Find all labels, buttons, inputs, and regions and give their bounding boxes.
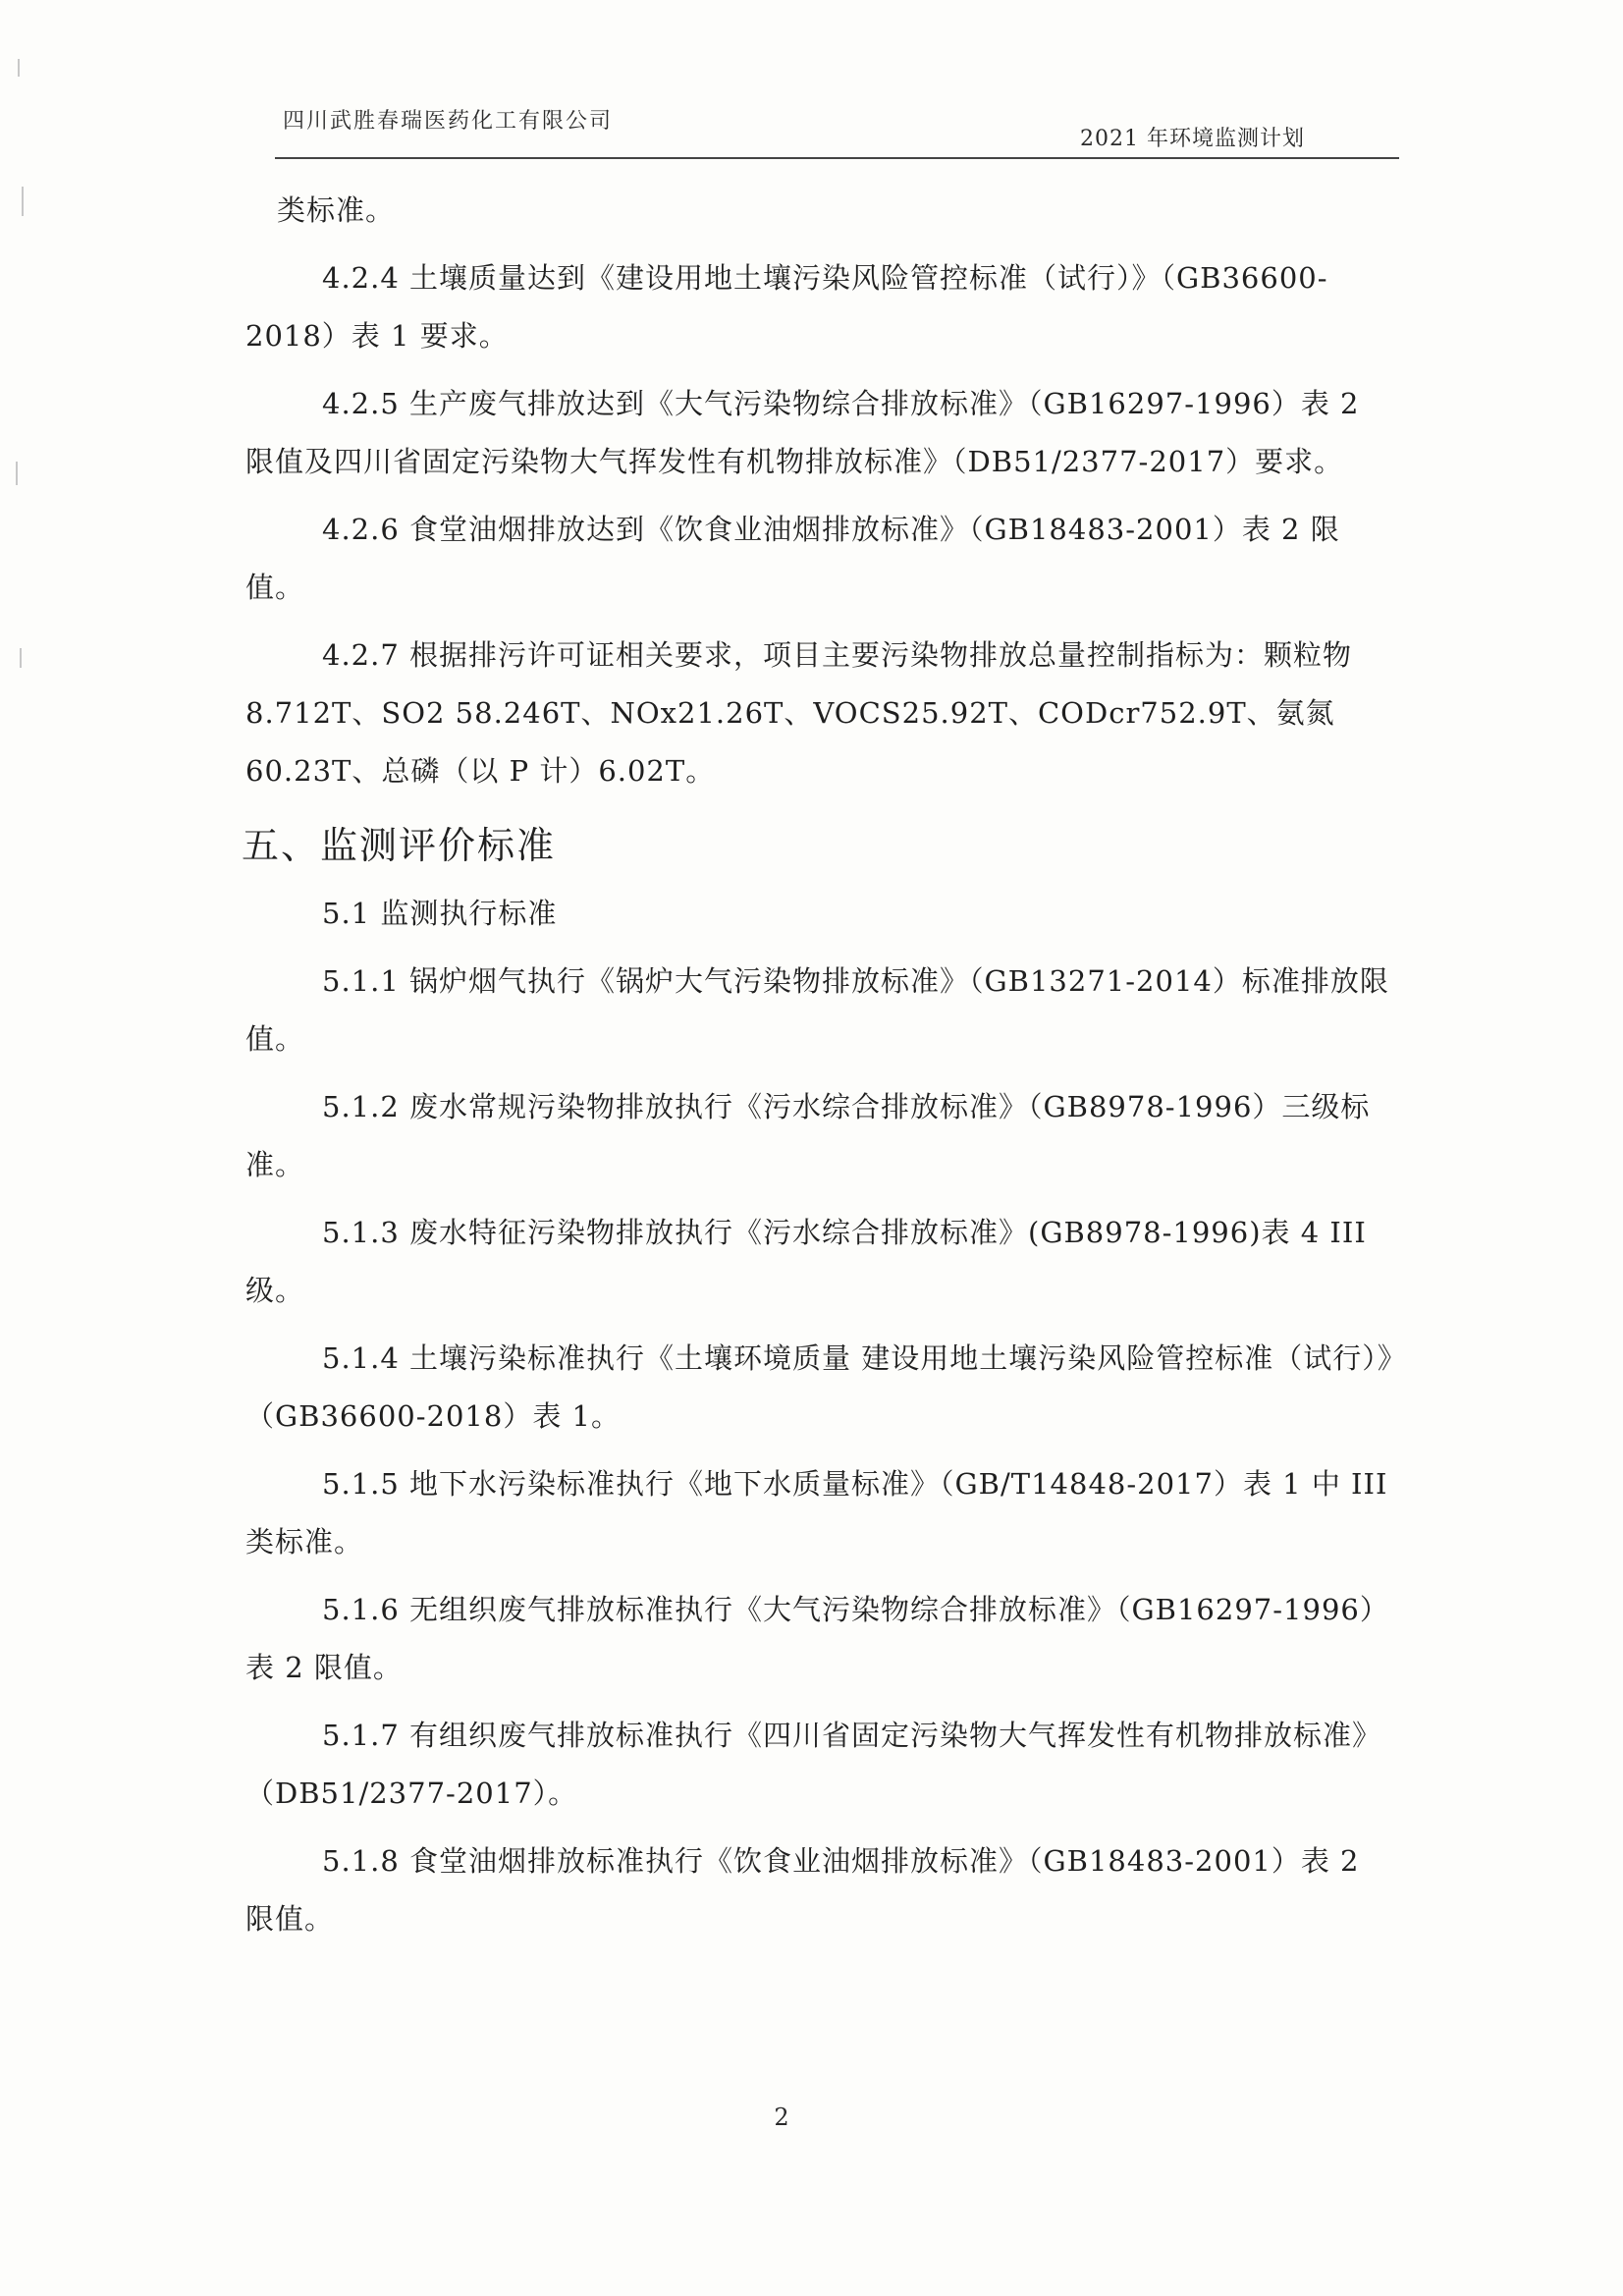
paragraph-4-2-6: 4.2.6 食堂油烟排放达到《饮食业油烟排放标准》（GB18483-2001）表 2 限值。 [245, 513, 1340, 604]
paragraph-5-1-5: 5.1.5 地下水污染标准执行《地下水质量标准》（GB/T14848-2017）表 1 中 III 类标准。 [245, 1467, 1388, 1558]
scan-artifact [22, 187, 24, 216]
header-company: 四川武胜春瑞医药化工有限公司 [283, 109, 614, 134]
paragraph-5-1-4: 5.1.4 土壤污染标准执行《土壤环境质量 建设用地土壤污染风险管控标准（试行）》（GB36600-2018）表 1。 [245, 1341, 1393, 1433]
paragraph-5-1-7: 5.1.7 有组织废气排放标准执行《四川省固定污染物大气挥发性有机物排放标准》（DB51/2377-2017）。 [245, 1719, 1382, 1810]
section-5-title: 五、监测评价标准 [242, 824, 557, 867]
paragraph-5-1-2: 5.1.2 废水常规污染物排放执行《污水综合排放标准》（GB8978-1996）三级标准。 [245, 1090, 1371, 1181]
header-rule [275, 157, 1399, 159]
document-body [242, 182, 1394, 1958]
paragraph-4-2-4: 4.2.4 土壤质量达到《建设用地土壤污染风险管控标准（试行）》（GB36600-2018）表 1 要求。 [245, 261, 1328, 353]
scan-artifact [16, 462, 18, 485]
scan-artifact [18, 59, 20, 77]
paragraph-5-1-6: 5.1.6 无组织废气排放标准执行《大气污染物综合排放标准》（GB16297-1996）表 2 限值。 [245, 1593, 1389, 1684]
paragraph-5-1-8: 5.1.8 食堂油烟排放标准执行《饮食业油烟排放标准》（GB18483-2001）表 2 限值。 [245, 1844, 1360, 1936]
paragraph-5-1-3: 5.1.3 废水特征污染物排放执行《污水综合排放标准》(GB8978-1996)表 4 III 级。 [245, 1216, 1367, 1307]
paragraph-4-2-5: 4.2.5 生产废气排放达到《大气污染物综合排放标准》（GB16297-1996）表 2 限值及四川省固定污染物大气挥发性有机物排放标准》（DB51/2377-2017）要求。 [245, 387, 1360, 478]
subsection-5-1: 5.1 监测执行标准 [322, 897, 558, 930]
page-number: 2 [774, 2104, 789, 2131]
paragraph-4-2-7: 4.2.7 根据排污许可证相关要求，项目主要污染物排放总量控制指标为：颗粒物 8.712T、SO2 58.246T、NOx21.26T、VOCS25.92T、CODcr752.9T、氨氮 60.23T、总磷（以 P 计）6.02T。 [245, 638, 1353, 788]
scan-artifact [20, 648, 22, 668]
paragraph-5-1-1: 5.1.1 锅炉烟气执行《锅炉大气污染物排放标准》（GB13271-2014）标准排放限值。 [245, 964, 1389, 1056]
paragraph-continuation: 类标准。 [277, 193, 396, 227]
header-doc-title: 2021 年环境监测计划 [1080, 127, 1305, 151]
